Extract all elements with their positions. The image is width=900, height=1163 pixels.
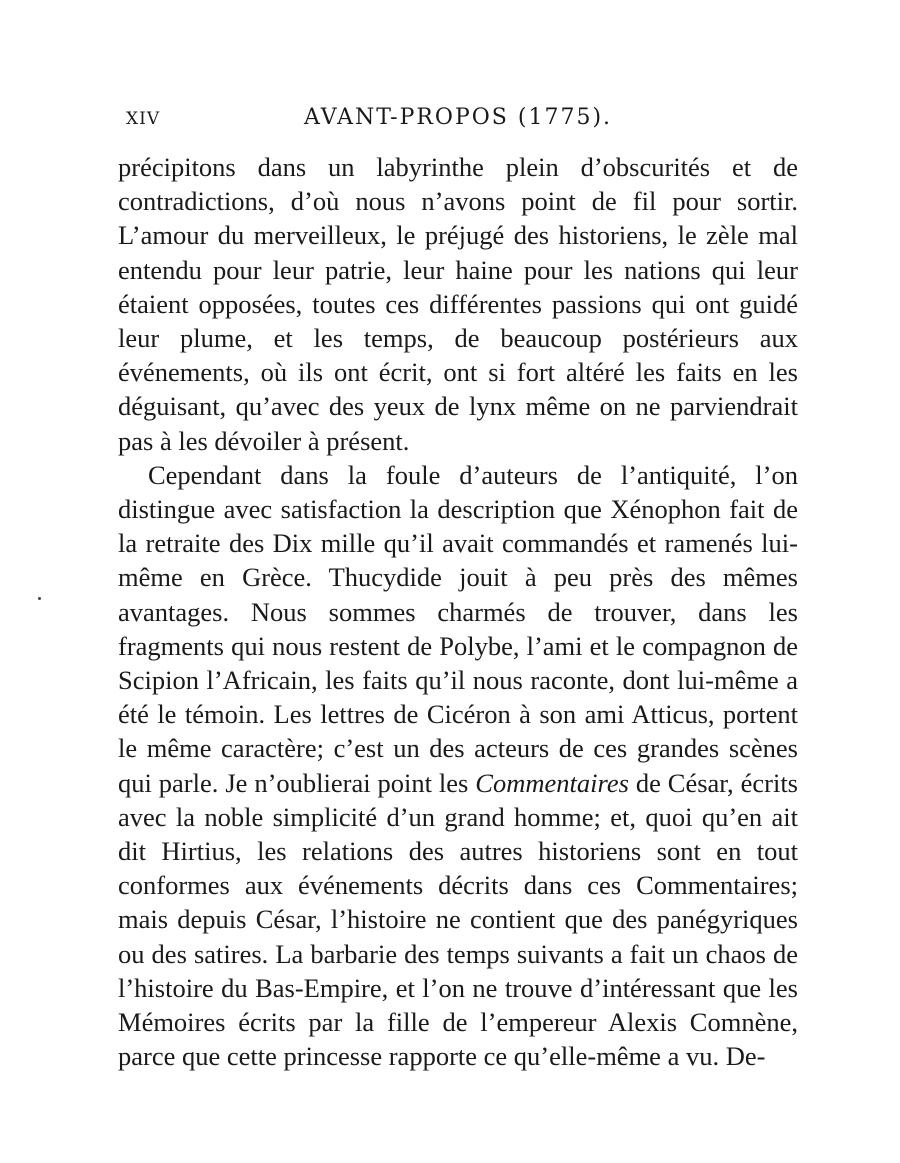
paragraph-text: Cependant dans la foule d’auteurs de l’antiquité, l’on distingue avec satisfaction la description que Xénophon fait de la retraite des Dix mille qu’il avait commandés et ramenés lui-même en Grèce. Thucydide jouit à peu près des mêmes avantages. Nous sommes charmés de trouver, dans les fragments qui nous restent de Polybe, l’ami et le compagnon de Scipion l’Africain, les faits qu’il nous raconte, dont lui-même a été le témoin. Les lettres de Cicéron à son ami Atticus, portent le même caractère; c’est un des acteurs de ces grandes scènes qui parle. Je n’oublierai point les [118,459,798,798]
running-head [118,103,798,137]
paragraph [118,458,798,1074]
running-title: AVANT-PROPOS (1775). [303,105,613,130]
scan-speck [38,597,41,600]
paragraph-text: de César, écrits avec la noble simplicité d’un grand homme; et, quoi qu’en ait dit Hirtius, les relations des autres historiens sont en tout conformes aux événements décrits dans ces Commentaires; mais depuis César, l’histoire ne contient que des panégyriques ou des satires. La barbarie des temps suivants a fait un chaos de l’histoire du Bas-Empire, et l’on ne trouve d’intéressant que les Mémoires écrits par la fille de l’empereur Alexis Comnène, parce que cette princesse rapporte ce qu’elle-même a vu. De- [118,767,798,1072]
body-text [118,150,798,1073]
page-number: XIV [126,109,161,129]
paragraph-continued: précipitons dans un labyrinthe plein d’obscurités et de contradictions, d’où nous n’avons point de fil pour sortir. L’amour du merveilleux, le préjugé des historiens, le zèle mal entendu pour leur patrie, leur haine pour les nations qui leur étaient opposées, toutes ces différentes passions qui ont guidé leur plume, et les temps, de beaucoup postérieurs aux événements, où ils ont écrit, ont si fort altéré les faits en les déguisant, qu’avec des yeux de lynx même on ne parviendrait pas à les dévoiler à présent. [118,152,798,456]
italic-title: Commentaires [475,767,629,798]
